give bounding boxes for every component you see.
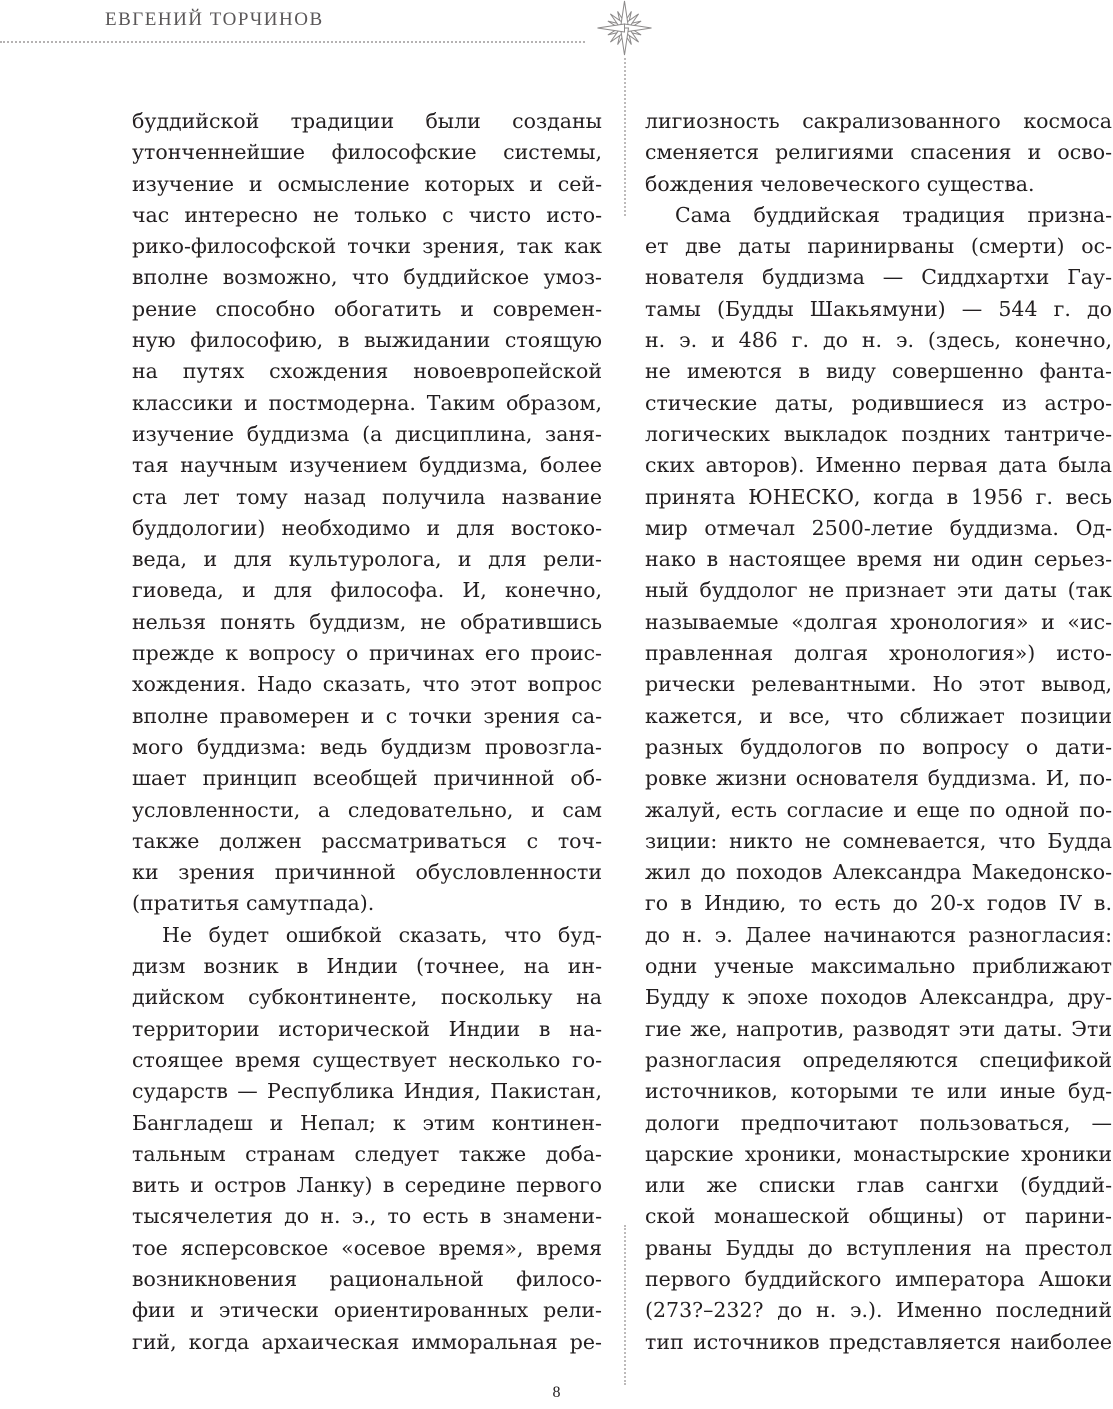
text-line: буддийской традиции были созданы <box>132 109 602 133</box>
text-line: (273?–232? до н. э.). Именно последний <box>645 1298 1112 1323</box>
text-line: тая научным изучением буддизма, более <box>132 453 602 478</box>
text-line: называемые «долгая хронология» и «ис- <box>645 609 1112 634</box>
text-line: не имеются в виду совершенно фанта- <box>645 359 1112 384</box>
text-line: гие же, напротив, разводят эти даты. Эти <box>645 1016 1112 1041</box>
text-line: тип источников представляется наиболее <box>645 1329 1112 1354</box>
text-line: возникновения рациональной филосо- <box>132 1266 602 1291</box>
text-line: буддологии) необходимо и для востоко- <box>132 515 602 540</box>
text-line: тальным странам следует также доба- <box>132 1141 602 1166</box>
text-column-left <box>132 106 602 1358</box>
text-line: рико-философской точки зрения, так как <box>132 234 602 259</box>
text-line: го в Индию, то есть до 20-х годов IV в. <box>645 891 1112 916</box>
text-line: шает принцип всеобщей причинной об- <box>132 766 602 791</box>
text-line: жалуй, есть согласие и еще по одной по- <box>645 797 1112 822</box>
text-line: классики и постмодерна. Таким образом, <box>132 390 602 415</box>
text-line: прежде к вопросу о причинах его проис- <box>132 641 602 666</box>
text-line: рически релевантными. Но этот вывод, <box>645 672 1112 697</box>
text-line: принята ЮНЕСКО, когда в 1956 г. весь <box>645 484 1112 509</box>
text-column-right <box>645 106 1112 1358</box>
text-line: н. э. и 486 г. до н. э. (здесь, конечно, <box>645 328 1112 353</box>
text-line: мого буддизма: ведь буддизм провозгла- <box>132 734 602 759</box>
text-line: вполне возможно, что буддийское умоз- <box>132 265 602 290</box>
text-line: дологи предпочитают пользоваться, — <box>645 1110 1112 1135</box>
text-line: стические даты, родившиеся из астро- <box>645 390 1112 415</box>
text-line: нельзя понять буддизм, не обратившись <box>132 609 602 634</box>
text-line: одни ученые максимально приближают <box>645 954 1112 979</box>
text-line: кажется, и все, что сближает позиции <box>645 703 1112 728</box>
text-line: утонченнейшие философские системы, <box>132 140 602 165</box>
text-line: тысячелетия до н. э., то есть в знамени- <box>132 1204 602 1229</box>
running-head-author: ЕВГЕНИЙ ТОРЧИНОВ <box>105 9 324 30</box>
text-line: веда, и для культуролога, и для рели- <box>132 547 602 572</box>
compass-point <box>598 24 625 32</box>
text-line: источников, которыми те или иные буд- <box>645 1079 1112 1104</box>
text-line: нователя буддизма — Сиддхартхи Гау- <box>645 265 1112 290</box>
text-line: мир отмечал 2500-летие буддизма. Од- <box>645 515 1112 540</box>
column-divider-bottom <box>624 1225 626 1385</box>
text-line: ки зрения причинной обусловленности <box>132 860 602 885</box>
text-line: дийском субконтиненте, поскольку на <box>132 985 602 1010</box>
text-line: ную философию, в выжидании стоящую <box>132 328 602 353</box>
text-line: лигиозность сакрализованного космоса <box>645 109 1112 133</box>
text-line: на путях схождения новоевропейской <box>132 359 602 384</box>
text-line: (пратитья самутпада). <box>132 891 375 916</box>
compass-rose-icon <box>577 0 672 60</box>
text-line: изучение и осмысление которых и сей- <box>132 171 602 196</box>
text-line: территории исторической Индии в на- <box>132 1016 602 1041</box>
text-line: тое ясперсовское «осевое время», время <box>132 1235 602 1260</box>
text-line: Сама буддийская традиция призна- <box>675 202 1112 227</box>
text-line: ровке жизни основателя буддизма. И, по- <box>645 766 1112 791</box>
text-line: логических выкладок поздних тантриче- <box>645 421 1112 446</box>
text-line: ет две даты паринирваны (смерти) ос- <box>645 234 1112 259</box>
text-line: до н. э. Далее начинаются разногласия: <box>645 922 1112 947</box>
column-divider-top <box>624 58 626 216</box>
text-line: бождения человеческого существа. <box>645 171 1035 196</box>
text-line: хождения. Надо сказать, что этот вопрос <box>132 672 602 697</box>
text-line: рение способно обогатить и современ- <box>132 296 602 321</box>
text-line: стоящее время существует несколько го- <box>132 1047 602 1072</box>
text-line: ный буддолог не признает эти даты (так <box>645 578 1112 603</box>
text-line: разногласия определяются спецификой <box>645 1047 1112 1072</box>
text-line: гиоведа, и для философа. И, конечно, <box>132 578 602 603</box>
text-line: первого буддийского императора Ашоки <box>645 1266 1112 1291</box>
text-line: вить и остров Ланку) в середине первого <box>132 1173 602 1198</box>
text-line: Будду к эпохе походов Александра, дру- <box>645 985 1112 1010</box>
text-line: также должен рассматриваться с точ- <box>132 828 602 853</box>
text-line: или же списки глав сангхи (буддий- <box>645 1173 1112 1198</box>
text-line: Не будет ошибкой сказать, что буд- <box>162 922 602 947</box>
text-line: правленная долгая хронология») исто- <box>645 641 1112 666</box>
text-line: разных буддологов по вопросу о дати- <box>645 734 1112 759</box>
text-line: дизм возник в Индии (точнее, на ин- <box>132 954 602 979</box>
text-line: ских авторов). Именно первая дата была <box>645 453 1112 478</box>
page-number: 8 <box>552 1384 561 1401</box>
text-line: зиции: никто не сомневается, что Будда <box>645 828 1112 853</box>
text-line: изучение буддизма (а дисциплина, заня- <box>132 421 602 446</box>
text-line: час интересно не только с чисто исто- <box>132 202 602 227</box>
text-line: рваны Будды до вступления на престол <box>645 1235 1112 1260</box>
text-line: сударств — Республика Индия, Пакистан, <box>132 1079 602 1104</box>
text-line: условленности, а следовательно, и сам <box>132 797 602 822</box>
text-line: фии и этически ориентированных рели- <box>132 1298 602 1323</box>
text-line: ской монашеской общины) от парини- <box>645 1204 1112 1229</box>
text-line: гий, когда архаическая имморальная ре- <box>132 1329 602 1354</box>
text-line: ста лет тому назад получила название <box>132 484 602 509</box>
text-line: царские хроники, монастырские хроники <box>645 1141 1112 1166</box>
text-line: нако в настоящее время ни один серьез- <box>645 547 1112 572</box>
text-line: тамы (Будды Шакьямуни) — 544 г. до <box>645 296 1112 321</box>
header-dotted-rule <box>0 41 585 43</box>
text-line: жил до походов Александра Македонско- <box>645 860 1112 885</box>
text-line: Бангладеш и Непал; к этим континен- <box>132 1110 602 1135</box>
text-line: сменяется религиями спасения и осво- <box>645 140 1112 165</box>
text-line: вполне правомерен и с точки зрения са- <box>132 703 602 728</box>
